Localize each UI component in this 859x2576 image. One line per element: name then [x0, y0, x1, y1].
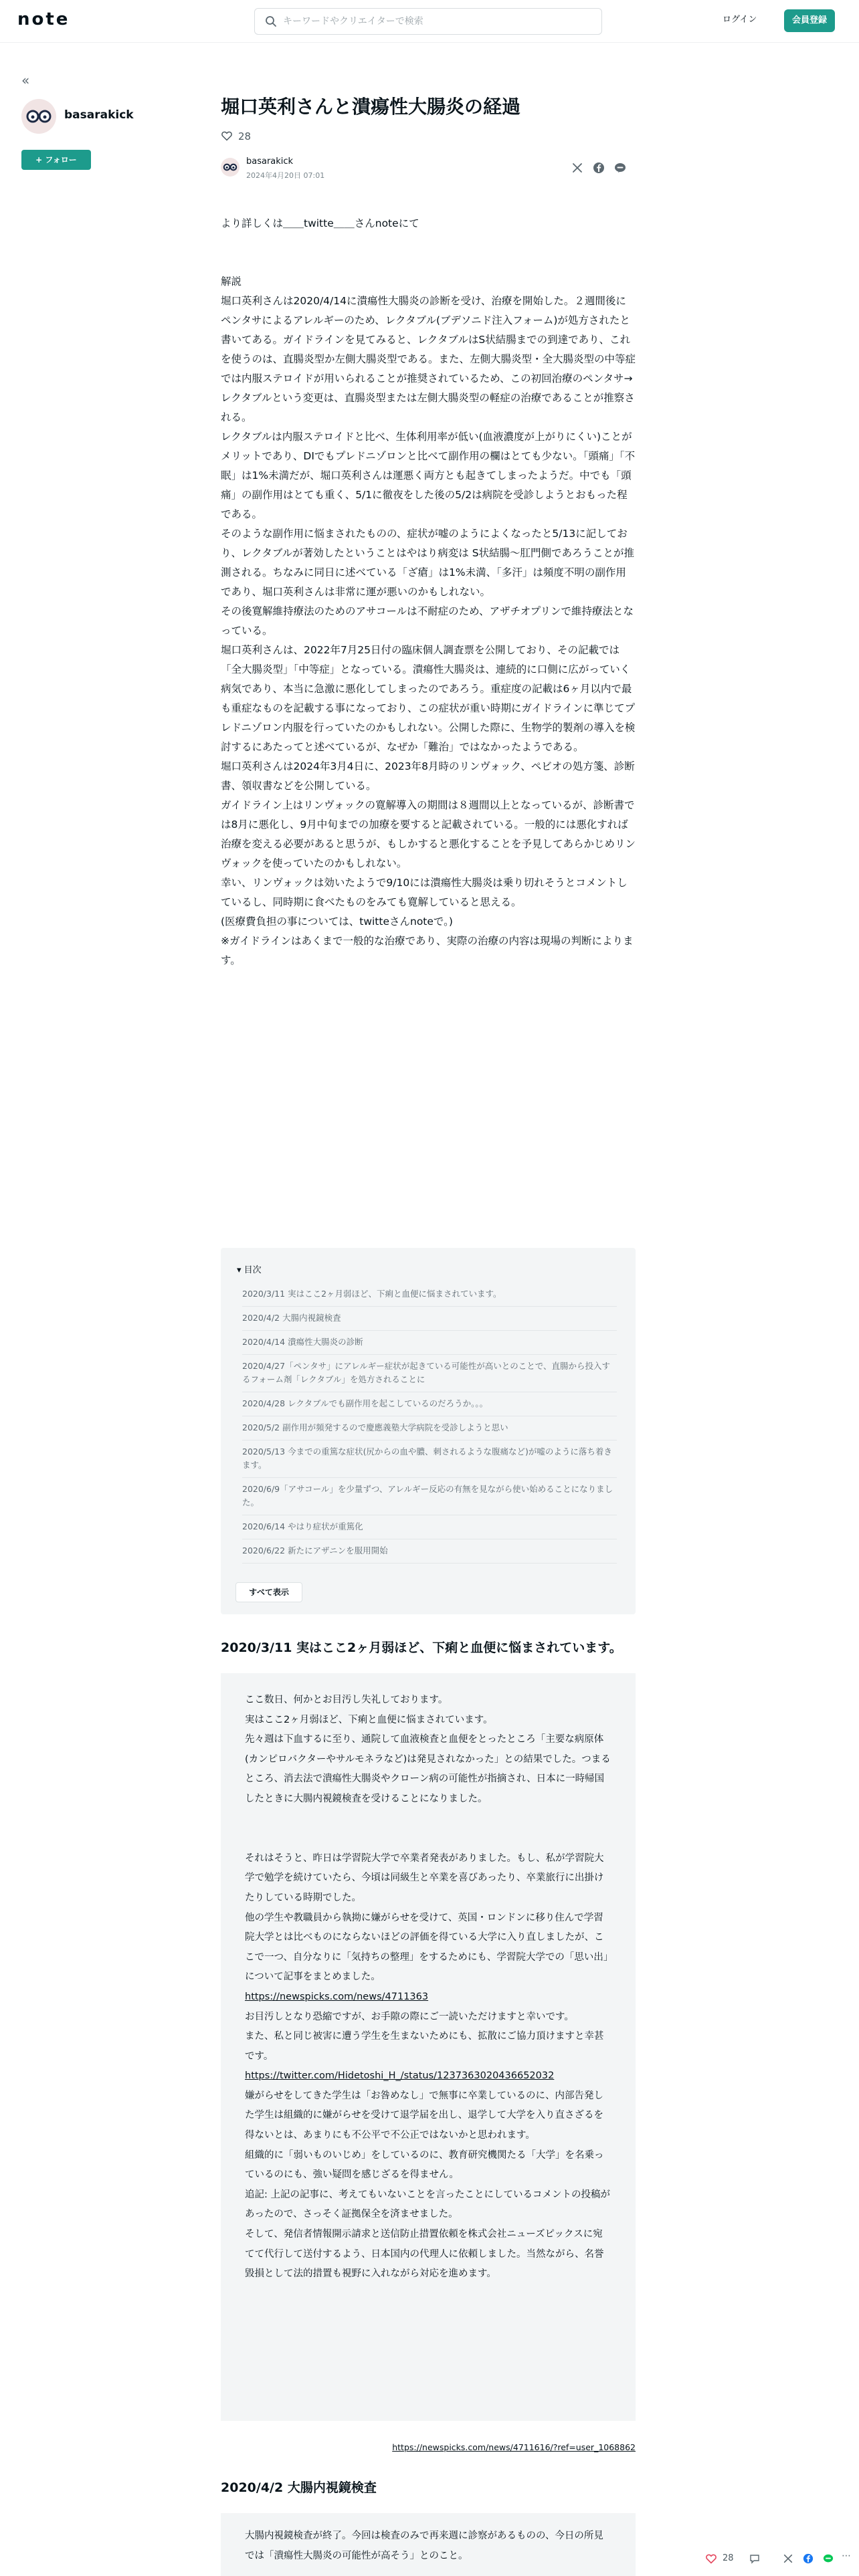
quote-block [221, 2513, 636, 2576]
body-paragraph: レクタブルは内服ステロイドと比べ、生体利用率が低い(血液濃度が上がりにくい)ことがメリットであり、DIでもプレドニゾロンと比べて副作用の欄はとても少ない。「頭痛」「不眠」は1%未満だが、堀口英利さんは運悪く両方とも起きてしまったようだ。中でも「頭痛」の副作用はとても重く、5/1に徹夜をした後の5/2は病院を受診しようとおもった程である。 [221, 431, 636, 520]
quote-line: そして、発信者情報開示請求と送信防止措置依頼を株式会社ニューズピックスに宛てて代行して送付するよう、日本国内の代理人に依頼しました。当然ながら、名誉毀損として法的措置も視野に入れながら対応を進めます。 [245, 2229, 604, 2280]
newspicks-link[interactable]: https://newspicks.com/news/4711363 [245, 1991, 429, 2002]
quote-line: 組織的に「弱いものいじめ」をしているのに、教育研究機関たる「大学」を名乗っているのにも、強い疑問を感じざるを得ません。 [245, 2149, 604, 2181]
line-share-icon[interactable] [614, 162, 626, 174]
article-title: 堀口英利さんと潰瘍性大腸炎の経過 [221, 96, 521, 118]
quote-line: また、私と同じ被害に遭う学生を生まないためにも、拡散にご協力頂けますと幸甚です。 [245, 2031, 604, 2062]
quote-line: 実はここ2ヶ月弱ほど、下痢と血便に悩まされています。 [245, 1714, 493, 1725]
search-input[interactable] [283, 9, 591, 34]
heart-icon [221, 130, 233, 142]
follow-button[interactable]: + フォロー [21, 150, 91, 170]
quote-source-link[interactable]: https://newspicks.com/news/4711616/?ref=user_1068862 [392, 2442, 636, 2452]
facebook-share-icon[interactable] [803, 2553, 814, 2564]
quote-link[interactable] [245, 1988, 611, 2008]
body-paragraph: その後寛解維持療法のためのアサコールは不耐症のため、アザチオプリンで維持療法となっている。 [221, 605, 634, 637]
quote-block [221, 1673, 636, 2421]
bottom-like-count: 28 [723, 2553, 734, 2563]
toc-heading[interactable]: ▾ 目次 [237, 1265, 262, 1275]
toc-item[interactable]: 2020/5/13 今までの重篤な症状(尻からの血や膿、刺されるような腹痛など)が嘘のように落ち着きます。 [242, 1440, 617, 1478]
body-paragraph: 幸い、リンヴォックは効いたようで9/10には潰瘍性大腸炎は乗り切れそうとコメントしているし、同時期に食べたものをみても寛解していると思える。 [221, 877, 628, 908]
quote-link[interactable] [245, 2066, 611, 2086]
like-counter[interactable] [221, 130, 251, 142]
site-header [0, 0, 859, 43]
toc-item[interactable]: 2020/6/9「アサコール」を少量ずつ、アレルギー反応の有無を見ながら使い始めることになりました。 [242, 1478, 617, 1515]
toc-item[interactable]: 2020/3/11 実はここ2ヶ月弱ほど、下痢と血便に悩まされています。 [242, 1283, 617, 1307]
sidebar-author-name[interactable]: basarakick [64, 108, 134, 122]
body-paragraph: そのような副作用に悩まされたものの、症状が嘘のようによくなったと5/13に記しており、レクタブルが著効したということはやはり病変は S状結腸〜肛門側であろうことが推測される。ちなみに同日に述べている「ざ瘡」は1%未満、「多汗」は頻度不明の副作用であり、堀口英利さんは非常に運が悪いのかもしれない。 [221, 528, 635, 598]
meta-author-avatar[interactable] [221, 158, 240, 177]
body-paragraph: ※ガイドラインはあくまで一般的な治療であり、実際の治療の内容は現場の判断によります。 [221, 935, 634, 966]
facebook-share-icon[interactable] [593, 162, 605, 174]
bottom-action-bar [696, 2548, 859, 2569]
avatar-glasses-icon [21, 99, 56, 134]
quote-line: 追記: 上記の記事に、考えてもいないことを言ったことにしているコメントの投稿があったので、さっそく証拠保全を済ませました。 [245, 2189, 610, 2220]
quote-line: ここ数日、何かとお目汚し失礼しております。 [245, 1695, 448, 1705]
quote-line: 嫌がらせをしてきた学生は「お咎めなし」で無事に卒業しているのに、内部告発した学生は組織的に嫌がらせを受けて退学届を出し、退学して大学を入り直さざるを得ないとは、あまりにも不公平で不公正ではないかと思われます。 [245, 2090, 604, 2141]
like-count: 28 [238, 130, 252, 142]
heart-icon[interactable] [705, 2553, 717, 2565]
quote-line: お目汚しとなり恐縮ですが、お手隙の際にご一読いただけますと幸いです。 [245, 2011, 574, 2022]
more-options-icon[interactable]: ⋯ [842, 2551, 851, 2561]
toc-item[interactable]: 2020/4/27「ペンタサ」にアレルギー症状が起きている可能性が高いとのことで、直腸から投入するフォーム剤「レクタブル」を処方されることに [242, 1355, 617, 1392]
avatar-glasses-icon [221, 158, 240, 177]
meta-author-name[interactable]: basarakick [246, 156, 294, 167]
search-box[interactable] [254, 8, 602, 35]
quote-line: それはそうと、昨日は学習院大学で卒業者発表がありました。もし、私が学習院大学で勉学を続けていたら、今頃は同級生と卒業を喜びあったり、卒業旅行に出掛けたりしている時期でした。 [245, 1852, 604, 1903]
caret-down-icon: ▾ [237, 1265, 244, 1275]
section-heading: 2020/3/11 実はここ2ヶ月弱ほど、下痢と血便に悩まされています。 [221, 1640, 622, 1655]
body-paragraph: 堀口英利さんは2024年3月4日に、2023年8月時のリンヴォック、ペビオの処方箋、診断書、領収書などを公開している。 [221, 760, 635, 792]
body-paragraph: 解説 [221, 276, 242, 288]
author-avatar[interactable] [21, 99, 56, 134]
body-paragraph [221, 233, 636, 253]
toc-item[interactable]: 2020/4/28 レクタブルでも副作用を起こしているのだろうか。。。 [242, 1392, 617, 1416]
collapse-sidebar-icon[interactable]: « [21, 72, 30, 88]
toc-item[interactable]: 2020/5/2 副作用が頻発するので慶應義塾大学病院を受診しようと思い [242, 1416, 617, 1440]
twitter-status-link[interactable]: https://twitter.com/Hidetoshi_H_/status/1237363020436652032 [245, 2070, 555, 2082]
line-share-icon[interactable] [823, 2553, 834, 2564]
toc-item[interactable]: 2020/4/2 大腸内視鏡検査 [242, 1307, 617, 1331]
quote-line: 他の学生や教職員から執拗に嫌がらせを受けて、英国・ロンドンに移り住んで学習院大学とは比べものにならないほどの評価を得ている大学に入り直しましたが、ここで一つ、自分なりに「気持ちの整理」をするためにも、学習院大学での「思い出」について記事をまとめました。 [245, 1912, 609, 1983]
x-share-icon[interactable] [783, 2553, 793, 2564]
quote-line: 大腸内視鏡検査が終了。今回は検査のみで再来週に診察があるものの、今日の所見では「潰瘍性大腸炎の可能性が高そう」とのこと。 [245, 2531, 603, 2561]
body-paragraph: 堀口英利さんは、2022年7月25日付の臨床個人調査票を公開しており、その記載では「全大腸炎型」「中等症」となっている。潰瘍性大腸炎は、連続的に口側に広がっていく病気であり、本当に急激に悪化してしまったのであろう。重症度の記載は6ヶ月以内で最も重症なものを記載する事になっており、この症状が重い時期にガイドラインに準じてプレドニゾロン内服を行っていたのかもしれない。公開した際に、生物学的製剤の導入を検討するにあたってと述べているが、なぜか「難治」ではなかったようである。 [221, 644, 636, 753]
section-heading: 2020/4/2 大腸内視鏡検査 [221, 2480, 377, 2495]
note-logo[interactable]: note [17, 9, 70, 29]
publish-date: 2024年4月20日 07:01 [246, 171, 325, 180]
toc-item[interactable]: 2020/4/14 潰瘍性大腸炎の診断 [242, 1331, 617, 1355]
quote-line [245, 1810, 611, 1830]
body-paragraph: (医療費負担の事については、twitteさんnoteで。) [221, 916, 453, 928]
login-link[interactable]: ログイン [723, 15, 757, 25]
table-of-contents [221, 1248, 636, 1614]
search-icon [264, 15, 278, 28]
toc-show-all-button[interactable]: すべて表示 [235, 1582, 302, 1602]
article-body [221, 214, 636, 970]
signup-button[interactable]: 会員登録 [784, 9, 835, 32]
body-paragraph: より詳しくは＿＿twitte＿＿さんnoteにて [221, 217, 419, 229]
x-share-icon[interactable] [571, 162, 583, 174]
body-paragraph: ガイドライン上はリンヴォックの寛解導入の期間は８週間以上となっているが、診断書では8月に悪化し、9月中旬までの加療を要すると記載されている。一般的には悪化すれば治療を変える必要があると思うが、もしかすると悪化することを予見してあらかじめリンヴォックを使っていたのかもしれない。 [221, 799, 636, 869]
comment-icon[interactable] [749, 2553, 760, 2564]
toc-item[interactable]: 2020/6/22 新たにアザニンを服用開始 [242, 1539, 617, 1564]
quote-line: 先々週は下血するに至り、通院して血液検査と血便をとったところ「主要な病原体(カンピロバクターやサルモネラなど)は発見されなかった」との結果でした。つまるところ、消去法で潰瘍性大腸炎やクローン病の可能性が指摘され、日本に一時帰国したときに大腸内視鏡検査を受けることになりました。 [245, 1734, 611, 1804]
body-paragraph: 堀口英利さんは2020/4/14に潰瘍性大腸炎の診断を受け、治療を開始した。２週間後にペンタサによるアレルギーのため、レクタブル(ブデソニド注入フォーム)が処方されたと書いてある。ガイドラインを見てみると、レクタブルはS状結腸までの到達であり、これを使うのは、直腸炎型か左側大腸炎型である。また、左側大腸炎型・全大腸炎型の中等症では内服ステロイドが用いられることが推奨されているため、この初回治療のペンタサ→レクタブルという変更は、直腸炎型または左側大腸炎型の軽症の治療であることが推察される。 [221, 295, 636, 423]
toc-item[interactable]: 2020/6/14 やはり症状が重篤化 [242, 1515, 617, 1539]
